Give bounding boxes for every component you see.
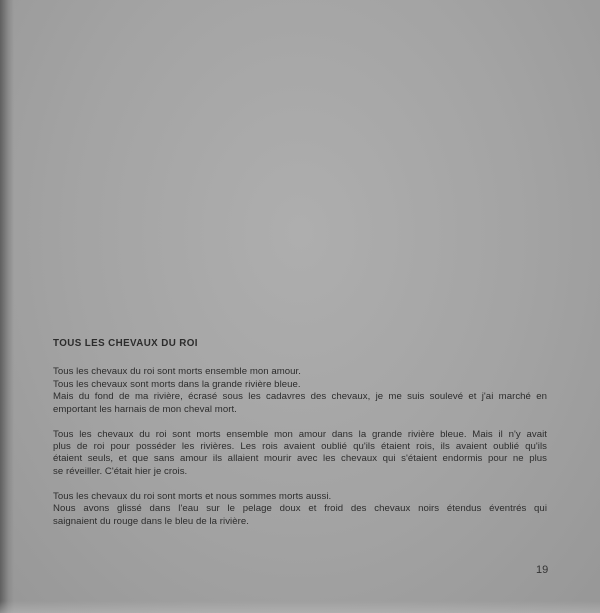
paragraph-3 <box>53 491 547 528</box>
poem-text-block <box>53 338 547 541</box>
paragraph-2 <box>53 429 547 479</box>
text-line: étaient seuls, et que sans amour ils allaient mourir avec les chevaux qui s'étaient endormis pour ne plus <box>53 453 547 465</box>
text-line: emportant les harnais de mon cheval mort. <box>53 403 237 415</box>
text-line: saignaient du rouge dans le bleu de la rivière. <box>53 515 249 527</box>
text-line: Tous les chevaux sont morts dans la grande rivière bleue. <box>53 378 301 390</box>
paragraph-1 <box>53 366 547 416</box>
text-line: plus de roi pour posséder les rivières. Les rois avaient oublié qu'ils étaient rois, ils avaient oublié qu'ils <box>53 441 547 453</box>
page-number: 19 <box>536 564 549 576</box>
text-line: Mais du fond de ma rivière, écrasé sous les cadavres des chevaux, je me suis soulevé et j'ai marché en <box>53 391 547 403</box>
text-line: Tous les chevaux du roi sont morts ensemble mon amour. <box>53 366 301 378</box>
text-line: Tous les chevaux du roi sont morts et nous sommes morts aussi. <box>53 490 332 502</box>
poem-title: TOUS LES CHEVAUX DU ROI <box>53 338 198 349</box>
text-line: se réveiller. C'était hier je crois. <box>53 465 188 477</box>
text-line: Nous avons glissé dans l'eau sur le pelage doux et froid des chevaux noirs étendus éventrés qui <box>53 503 547 515</box>
text-line: Tous les chevaux du roi sont morts ensemble mon amour dans la grande rivière bleue. Mais il n'y avait <box>53 428 547 440</box>
